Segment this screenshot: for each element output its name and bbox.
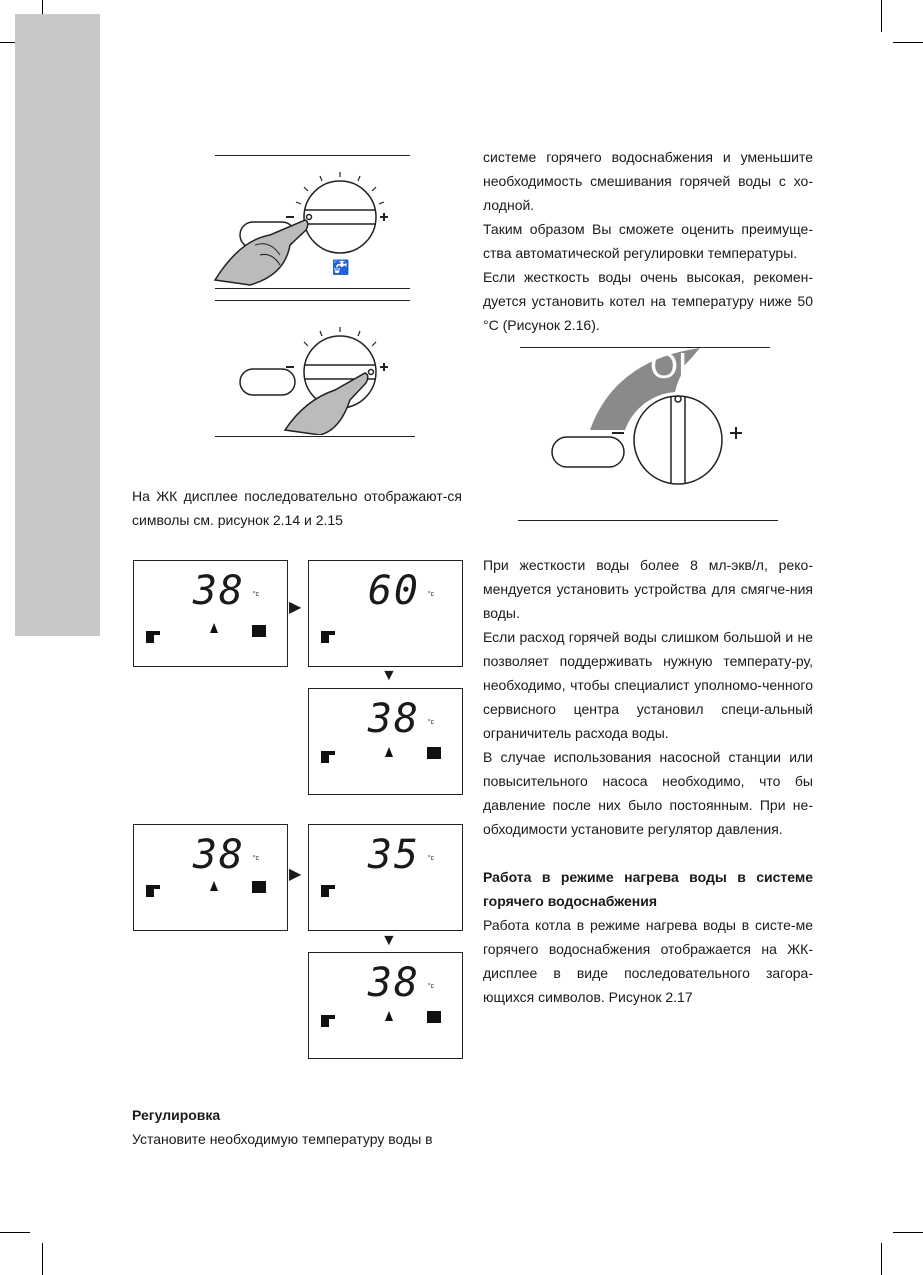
lcd-panel: [308, 952, 463, 1059]
lcd-digits: 38: [367, 696, 420, 742]
spacer: [483, 841, 813, 865]
knob-press-illustration: [210, 160, 420, 290]
knob-turn-illustration: [210, 305, 420, 435]
arrow-down: ▼: [381, 667, 397, 684]
figure-rule: [215, 300, 410, 301]
svg-text:🚰: 🚰: [332, 260, 350, 276]
lcd-digits: 35: [367, 832, 420, 878]
paragraph: При жесткости воды более 8 мл-экв/л, реко-мендуется установить устройства для смягче-ния воды.: [483, 557, 813, 621]
section-heading: Работа в режиме нагрева воды в системе горячего водоснабжения: [483, 869, 813, 909]
figure-rule: [215, 436, 415, 437]
paragraph: Таким образом Вы сможете оценить преимуще-ства автоматической регулировки температуры.: [483, 221, 813, 261]
arrow-down: ▼: [381, 932, 397, 949]
figure-rule: [215, 155, 410, 156]
crop-mark: [42, 1243, 43, 1275]
regulation-heading: Регулировка: [132, 1107, 221, 1123]
paragraph: Если расход горячей воды слишком большой и не позволяет поддерживать нужную температу-ру, необходимо, чтобы специалист уполномо-ченного сервисного центра установил специ-альный ограничитель расхода воды.: [483, 629, 813, 741]
lcd-panel: [133, 560, 288, 667]
regulation-text: Установите необходимую температуру воды в: [132, 1131, 433, 1147]
lcd-unit: °c: [427, 983, 434, 990]
figure-rule: [518, 520, 778, 521]
right-text-top: [483, 145, 813, 337]
crop-mark: [0, 1232, 30, 1233]
crop-mark: [893, 1232, 923, 1233]
figure-rule: [215, 288, 410, 289]
lcd-unit: °c: [252, 855, 259, 862]
ok-knob-illustration: [520, 340, 780, 520]
lcd-unit: °c: [427, 719, 434, 726]
paragraph: В случае использования насосной станции или повысительного насоса необходимо, что бы давление после них было постоянным. При не-обходимости установите регулятор давления.: [483, 749, 813, 837]
lcd-panel: [308, 824, 463, 931]
lcd-panel: [133, 824, 288, 931]
lcd-digits: 38: [192, 568, 245, 614]
regulation-block: [132, 1103, 462, 1151]
lcd-unit: °c: [252, 591, 259, 598]
paragraph: Если жесткость воды очень высокая, рекомен-дуется установить котел на температуру ниже 50 °C (Рисунок 2.16).: [483, 269, 813, 333]
lcd-panel: [308, 560, 463, 667]
sidebar-gray-bar: [15, 14, 100, 636]
arrow-right: ▶: [289, 866, 302, 883]
crop-mark: [881, 1243, 882, 1275]
crop-mark: [893, 42, 923, 43]
crop-mark: [881, 0, 882, 32]
lcd-caption: [132, 484, 462, 532]
paragraph: системе горячего водоснабжения и уменьшите необходимость смешивания горячей воды с хо-лодной.: [483, 149, 813, 213]
lcd-unit: °c: [427, 591, 434, 598]
lcd-unit: °c: [427, 855, 434, 862]
lcd-panel: [308, 688, 463, 795]
right-text-bottom: [483, 553, 813, 1009]
lcd-digits: 38: [192, 832, 245, 878]
lcd-caption-text: На ЖК дисплее последовательно отображают-ся символы см. рисунок 2.14 и 2.15: [132, 488, 462, 528]
ok-label: OK: [650, 345, 703, 386]
lcd-digits: 38: [367, 960, 420, 1006]
arrow-right: ▶: [289, 599, 302, 616]
lcd-digits: 60: [367, 568, 420, 614]
paragraph: Работа котла в режиме нагрева воды в систе-ме горячего водоснабжения отображается на ЖК-дисплее в виде последовательного загора-ющихся символов. Рисунок 2.17: [483, 917, 813, 1005]
